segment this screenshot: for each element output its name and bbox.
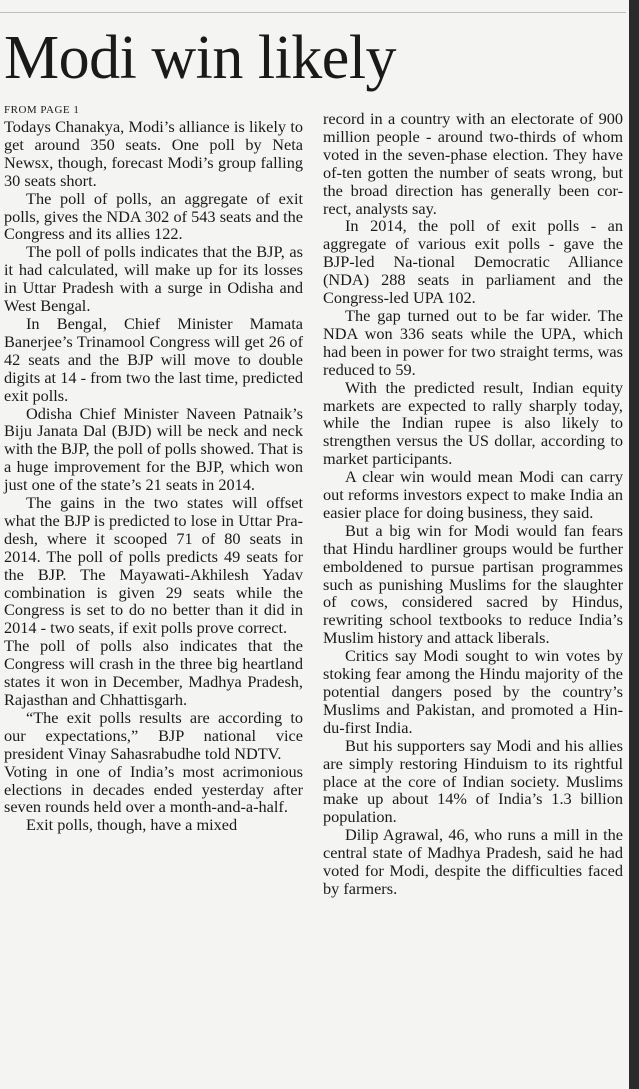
page-edge-shadow xyxy=(629,0,639,1089)
headline: Modi win likely xyxy=(4,24,397,92)
paragraph: The gains in the two states will offset what the BJP is predicted to lose in Uttar Pra-desh, where it scooped 71 of 80 seats in 2014. The poll of polls predicts 49 seats for the BJP. The Mayawati-Akhilesh Yadav combination is given 29 seats while the Congress is set to do no better than it did in 2014 - two seats, if exit polls prove correct. xyxy=(4,493,303,638)
paragraph: In Bengal, Chief Minister Mamata Banerjee’s Trinamool Congress will get 26 of 42 seats and the BJP will move to double digits at 14 - from two the last time, predicted exit polls. xyxy=(4,313,303,405)
left-column xyxy=(4,104,303,834)
paragraph: Todays Chanakya, Modi’s alliance is likely to get around 350 seats. One poll by Neta Newsx, though, forecast Modi’s group falling 30 seats short. xyxy=(4,117,303,190)
paragraph: “The exit polls results are according to our expectations,” BJP national vice president Vinay Sahasrabudhe told NDTV. xyxy=(4,707,303,763)
paragraph: Odisha Chief Minister Naveen Patnaik’s Biju Janata Dal (BJD) will be neck and neck with the BJP, the poll of polls showed. That is a huge improvement for the BJP, which won just one of the state’s 21 seats in 2014. xyxy=(4,403,303,495)
right-column xyxy=(323,110,623,898)
paragraph: The poll of polls also indicates that the Congress will crash in the three big heartland states it won in December, Madhya Pradesh, Rajasthan and Chhattisgarh. xyxy=(4,636,303,709)
paragraph: The poll of polls, an aggregate of exit polls, gives the NDA 302 of 543 seats and the Congress and its allies 122. xyxy=(4,188,303,244)
paragraph: The gap turned out to be far wider. The NDA won 336 seats while the UPA, which had been in power for two straight terms, was reduced to 59. xyxy=(323,305,623,379)
continuation-label: FROM PAGE 1 xyxy=(4,104,80,116)
paragraph: record in a country with an electorate of 900 million people - around two-thirds of whom voted in the seven-phase election. They have of-ten gotten the number of seats wrong, but the broad direction has generally been cor-rect, analysts say. xyxy=(323,109,623,218)
paragraph: But his supporters say Modi and his allies are simply restoring Hinduism to its rightful place at the core of Indian society. Muslims make up about 14% of India’s 1.3 billion population. xyxy=(323,735,623,827)
paragraph: A clear win would mean Modi can carry out reforms investors expect to make India an easier place for doing business, they said. xyxy=(323,467,623,522)
paragraph: But a big win for Modi would fan fears that Hindu hardliner groups would be further emboldened to pursue partisan programmes such as punishing Muslims for the slaughter of cows, considered sacred by Hindus, rewriting school textbooks to reduce India’s Muslim history and attack liberals. xyxy=(323,520,623,648)
paragraph: Exit polls, though, have a mixed xyxy=(26,815,238,835)
paragraph: With the predicted result, Indian equity markets are expected to rally sharply today, while the Indian rupee is also likely to strengthen versus the US dollar, according to market participants. xyxy=(323,377,623,469)
paragraph: In 2014, the poll of exit polls - an aggregate of various exit polls - gave the BJP-led Na-tional Democratic Alliance (NDA) 288 seats in parliament and the Congress-led UPA 102. xyxy=(323,216,623,308)
paragraph: Dilip Agrawal, 46, who runs a mill in the central state of Madhya Pradesh, said he had voted for Modi, despite the difficulties faced by farmers. xyxy=(323,825,623,898)
top-rule xyxy=(0,12,626,13)
paragraph: Voting in one of India’s most acrimonious elections in decades ended yesterday after seven rounds held over a month-and-a-half. xyxy=(4,761,303,817)
paragraph: The poll of polls indicates that the BJP, as it had calculated, will make up for its losses in Uttar Pradesh with a surge in Odisha and West Bengal. xyxy=(4,242,303,316)
paragraph: Critics say Modi sought to win votes by stoking fear among the Hindu majority of the potential dangers posed by the country’s Muslims and Pakistan, and promoted a Hin-du-first India. xyxy=(323,646,623,737)
